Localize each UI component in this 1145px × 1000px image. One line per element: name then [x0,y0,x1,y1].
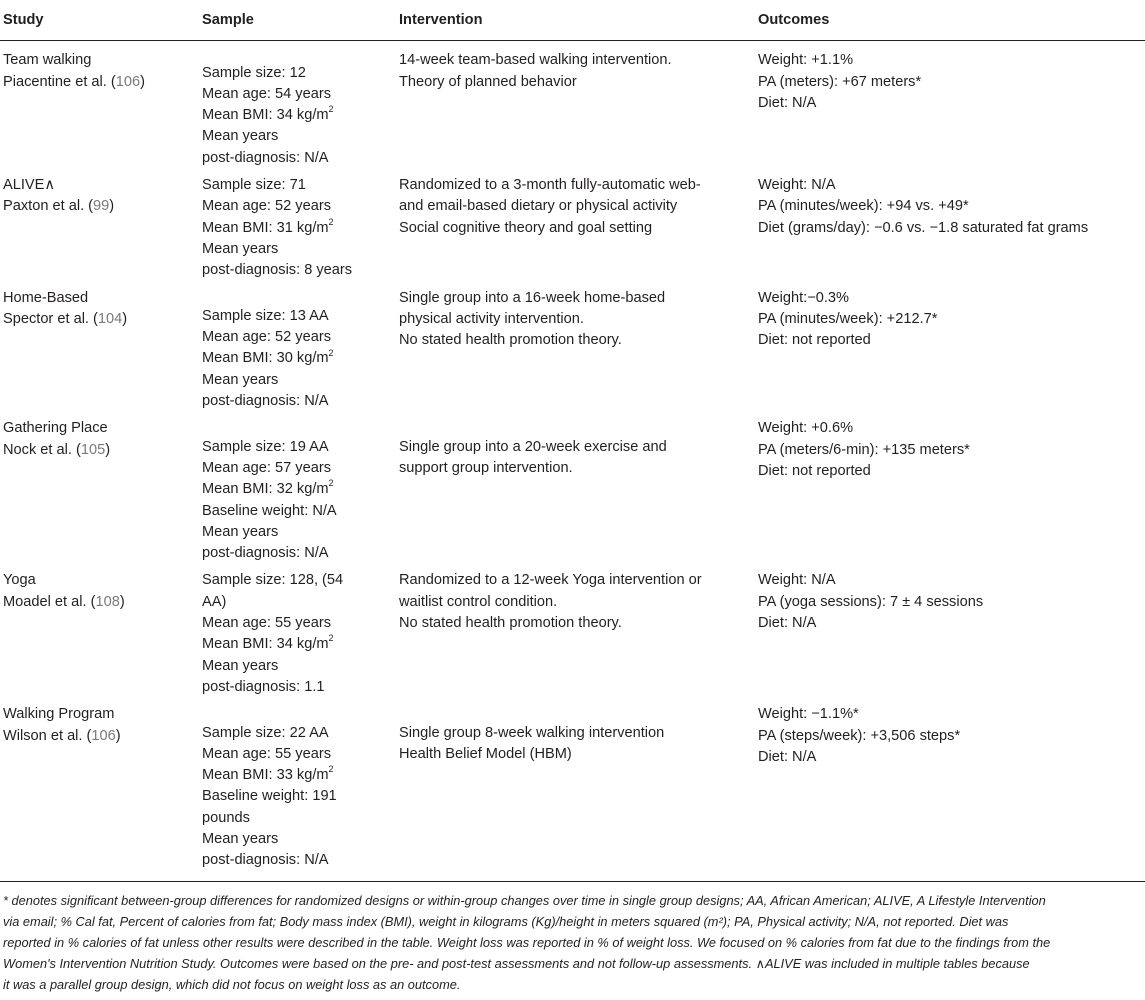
study-cell [0,567,200,701]
intervention-line: Single group into a 20-week exercise and [399,438,667,455]
table-body [0,41,1145,875]
header-study: Study [0,0,200,41]
intervention-line: No stated health promotion theory. [399,332,622,349]
reference-number[interactable]: 105 [80,441,106,458]
outcomes-cell [756,415,1145,567]
sample-cell [200,172,397,284]
bmi-text: Mean BMI: 34 kg/m [202,107,329,124]
outcomes-cell [756,701,1145,874]
outcome-line: PA (meters/6-min): +135 meters* [758,441,970,458]
intervention-line: physical activity intervention. [399,310,584,327]
outcomes-cell [756,285,1145,416]
study-citation: Paxton et al. (99) [3,198,115,215]
sample-cell [200,701,397,874]
study-cell [0,285,200,416]
footnote-line: Women's Intervention Nutrition Study. Outcomes were based on the pre- and post-test assessments and not follow-up assessments. ∧ALIVE was included in multiple tables because [3,955,1030,971]
intervention-line: support group intervention. [399,459,573,476]
footnote-line: it was a parallel group design, which did not focus on weight loss as an outcome. [3,976,461,992]
study-name: Yoga [3,572,36,589]
intervention-cell [397,285,756,416]
sample-cell [200,415,397,567]
bmi-text: Mean BMI: 30 kg/m [202,350,329,367]
header-outcomes: Outcomes [756,0,1145,41]
bmi-superscript: 2 [328,104,334,115]
bmi-superscript: 2 [328,633,334,644]
table-row [0,41,1145,172]
sample-line: Sample size: 128, (54 [202,572,344,589]
sample-line: post-diagnosis: N/A [202,545,329,562]
outcomes-cell [756,567,1145,701]
outcome-line: Diet: not reported [758,332,871,349]
header-intervention: Intervention [397,0,756,41]
sample-line: Mean years [202,830,279,847]
study-cell [0,701,200,874]
table-row [0,172,1145,284]
outcome-line: PA (yoga sessions): 7 ± 4 sessions [758,593,984,610]
reference-number[interactable]: 106 [91,727,116,744]
sample-cell [200,285,397,416]
sample-line: post-diagnosis: N/A [202,149,329,166]
outcome-line: Diet: N/A [758,94,817,111]
sample-line: post-diagnosis: 1.1 [202,678,325,695]
sample-line: Mean age: 54 years [202,85,331,102]
outcome-line: Diet (grams/day): −0.6 vs. −1.8 saturated fat grams [758,219,1089,236]
outcome-line: Weight:−0.3% [758,289,849,306]
sample-line [202,218,397,239]
outcome-line: Weight: −1.1%* [758,706,859,723]
intervention-cell [397,415,756,567]
table-row [0,415,1145,567]
intervention-cell [397,701,756,874]
study-name: Team walking [3,52,92,69]
sample-line: post-diagnosis: 8 years [202,262,353,279]
outcome-line: Weight: +0.6% [758,420,854,437]
reference-number[interactable]: 108 [95,593,120,610]
intervention-line: Theory of planned behavior [399,73,577,90]
sample-line: Mean years [202,128,279,145]
sample-line: Sample size: 19 AA [202,438,329,455]
sample-line: pounds [202,809,250,826]
sample-line [202,348,397,369]
sample-line [202,479,397,500]
outcome-line: Diet: N/A [758,615,817,632]
sample-line: Mean age: 57 years [202,459,331,476]
intervention-line: 14-week team-based walking intervention. [399,52,672,69]
study-cell [0,41,200,172]
sample-line: Baseline weight: 191 [202,788,337,805]
sample-line: Mean age: 52 years [202,329,331,346]
sample-line: Sample size: 22 AA [202,724,329,741]
bmi-text: Mean BMI: 32 kg/m [202,481,329,498]
footnote-line: * denotes significant between-group differences for randomized designs or within-group changes over time in single group designs; AA, African American; ALIVE, A Lifestyle Intervention [3,892,1046,908]
footnote-line: reported in % calories of fat unless other results were described in the table. Weight loss was reported in % of weight loss. We focused on % calories from fat due to the findings from the [3,934,1051,950]
sample-line: Mean years [202,371,279,388]
table-header [0,0,1145,41]
bmi-superscript: 2 [328,764,334,775]
study-citation: Moadel et al. (108) [3,593,125,610]
intervention-cell [397,567,756,701]
sample-line: Mean age: 52 years [202,198,331,215]
sample-line: Mean age: 55 years [202,615,331,632]
table-footnote [0,881,1145,995]
intervention-line: waitlist control condition. [399,593,558,610]
study-cell [0,172,200,284]
sample-line: Sample size: 12 [202,64,306,81]
study-citation: Spector et al. (104) [3,310,128,327]
outcome-line: Diet: not reported [758,462,871,479]
table-row [0,285,1145,416]
sample-cell [200,567,397,701]
outcome-line: PA (minutes/week): +94 vs. +49* [758,198,969,215]
study-name: Home-Based [3,289,89,306]
outcome-line: Diet: N/A [758,748,817,765]
bmi-superscript: 2 [328,216,334,227]
study-citation: Nock et al. (105) [3,441,111,458]
study-cell [0,415,200,567]
sample-line [202,634,397,655]
bmi-superscript: 2 [328,347,334,358]
reference-number[interactable]: 99 [93,198,110,215]
sample-cell [200,41,397,172]
sample-line: Mean years [202,523,279,540]
reference-number[interactable]: 104 [97,310,123,327]
outcome-line: Weight: N/A [758,177,836,194]
sample-line: Baseline weight: N/A [202,502,337,519]
intervention-line: No stated health promotion theory. [399,615,622,632]
study-citation: Piacentine et al. (106) [3,73,145,90]
sample-line: Sample size: 13 AA [202,307,329,324]
sample-line: Mean age: 55 years [202,745,331,762]
study-name: Gathering Place [3,420,108,437]
table-row [0,701,1145,874]
intervention-line: and email-based dietary or physical activity [399,198,678,215]
bmi-superscript: 2 [328,478,334,489]
intervention-line: Health Belief Model (HBM) [399,745,572,762]
intervention-line: Social cognitive theory and goal setting [399,219,653,236]
intervention-line: Single group 8-week walking intervention [399,724,665,741]
sample-line [202,765,397,786]
outcome-line: PA (steps/week): +3,506 steps* [758,727,961,744]
sample-line: AA) [202,593,227,610]
study-name: Walking Program [3,706,115,723]
footnote-line: via email; % Cal fat, Percent of calories from fat; Body mass index (BMI), weight in kilograms (Kg)/height in meters squared (m²); PA, Physical activity; N/A, not reported. Diet was [3,913,1009,929]
header-sample: Sample [200,0,397,41]
bmi-text: Mean BMI: 33 kg/m [202,767,329,784]
sample-line: post-diagnosis: N/A [202,393,329,410]
intervention-line: Single group into a 16-week home-based [399,289,666,306]
outcome-line: Weight: N/A [758,572,836,589]
sample-line: Mean years [202,657,279,674]
sample-line [202,105,397,126]
outcome-line: PA (meters): +67 meters* [758,73,922,90]
study-name: ALIVE∧ [3,177,56,194]
study-citation: Wilson et al. (106) [3,727,121,744]
sample-line: post-diagnosis: N/A [202,852,329,869]
outcomes-cell [756,172,1145,284]
intervention-line: Randomized to a 3-month fully-automatic web- [399,177,701,194]
outcomes-cell [756,41,1145,172]
intervention-cell [397,172,756,284]
sample-line: Sample size: 71 [202,177,306,194]
bmi-text: Mean BMI: 34 kg/m [202,636,329,653]
bmi-text: Mean BMI: 31 kg/m [202,219,329,236]
outcome-line: PA (minutes/week): +212.7* [758,310,938,327]
sample-line: Mean years [202,240,279,257]
reference-number[interactable]: 106 [115,73,141,90]
intervention-cell [397,41,756,172]
intervention-line: Randomized to a 12-week Yoga intervention or [399,572,702,589]
table-row [0,567,1145,701]
outcome-line: Weight: +1.1% [758,52,854,69]
